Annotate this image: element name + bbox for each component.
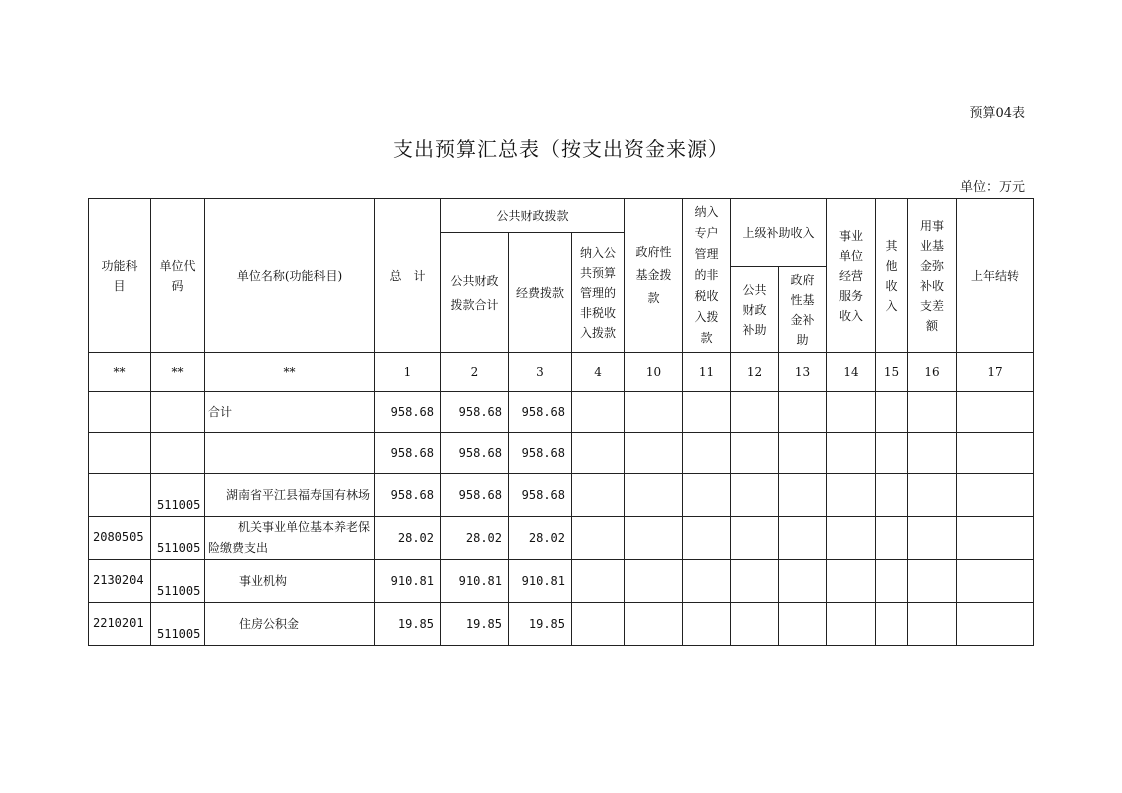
empty-cell bbox=[625, 392, 683, 433]
empty-cell bbox=[779, 560, 827, 603]
total-cell: 910.81 bbox=[375, 560, 441, 603]
pf-funds-cell: 958.68 bbox=[509, 392, 572, 433]
unit-name-cell: 事业机构 bbox=[205, 560, 375, 603]
total-cell: 958.68 bbox=[375, 392, 441, 433]
empty-cell bbox=[908, 474, 957, 517]
empty-cell bbox=[731, 433, 779, 474]
empty-cell bbox=[625, 433, 683, 474]
empty-cell bbox=[625, 603, 683, 646]
pf-total-cell: 958.68 bbox=[441, 433, 509, 474]
index-cell: 15 bbox=[876, 353, 908, 392]
empty-cell bbox=[827, 603, 876, 646]
unit-code-cell: 511005 bbox=[151, 603, 205, 646]
unit-name-cell bbox=[205, 433, 375, 474]
empty-cell bbox=[827, 517, 876, 560]
pf-funds-cell: 28.02 bbox=[509, 517, 572, 560]
empty-cell bbox=[572, 433, 625, 474]
func-code-cell bbox=[89, 474, 151, 517]
empty-cell bbox=[683, 433, 731, 474]
pf-funds-cell: 19.85 bbox=[509, 603, 572, 646]
header-ss-gov: 政府性基金补助 bbox=[779, 267, 827, 353]
empty-cell bbox=[683, 603, 731, 646]
header-unit-code: 单位代码 bbox=[151, 199, 205, 353]
index-cell: 3 bbox=[509, 353, 572, 392]
header-ss-public: 公共财政补助 bbox=[731, 267, 779, 353]
empty-cell bbox=[957, 392, 1034, 433]
header-special-nontax: 纳入专户管理的非税收入拨款 bbox=[683, 199, 731, 353]
func-code-cell: 2210201 bbox=[89, 603, 151, 646]
header-unit-name: 单位名称(功能科目) bbox=[205, 199, 375, 353]
empty-cell bbox=[731, 603, 779, 646]
header-public-finance: 公共财政拨款 bbox=[441, 199, 625, 233]
header-pf-funds: 经费拨款 bbox=[509, 233, 572, 353]
unit-code-cell bbox=[151, 392, 205, 433]
empty-cell bbox=[908, 560, 957, 603]
table-row bbox=[89, 433, 1034, 474]
empty-cell bbox=[572, 474, 625, 517]
empty-cell bbox=[876, 474, 908, 517]
func-code-cell: 2130204 bbox=[89, 560, 151, 603]
empty-cell bbox=[683, 474, 731, 517]
unit-name-cell: 合计 bbox=[205, 392, 375, 433]
empty-cell bbox=[779, 474, 827, 517]
total-cell: 28.02 bbox=[375, 517, 441, 560]
unit-code-cell: 511005 bbox=[151, 517, 205, 560]
pf-total-cell: 28.02 bbox=[441, 517, 509, 560]
index-cell: 11 bbox=[683, 353, 731, 392]
index-cell: 4 bbox=[572, 353, 625, 392]
pf-total-cell: 19.85 bbox=[441, 603, 509, 646]
empty-cell bbox=[908, 433, 957, 474]
form-number: 预算04表 bbox=[969, 106, 1025, 121]
header-func-subject: 功能科目 bbox=[89, 199, 151, 353]
unit-code-cell: 511005 bbox=[151, 474, 205, 517]
header-prev-carryover: 上年结转 bbox=[957, 199, 1034, 353]
index-cell: 12 bbox=[731, 353, 779, 392]
empty-cell bbox=[572, 560, 625, 603]
empty-cell bbox=[876, 392, 908, 433]
empty-cell bbox=[957, 474, 1034, 517]
budget-table bbox=[88, 198, 1034, 646]
empty-cell bbox=[572, 603, 625, 646]
empty-cell bbox=[572, 392, 625, 433]
index-cell: 17 bbox=[957, 353, 1034, 392]
empty-cell bbox=[779, 392, 827, 433]
func-code-cell bbox=[89, 392, 151, 433]
index-cell: ** bbox=[89, 353, 151, 392]
pf-funds-cell: 958.68 bbox=[509, 474, 572, 517]
header-pf-nontax: 纳入公共预算管理的非税收入拨款 bbox=[572, 233, 625, 353]
pf-total-cell: 958.68 bbox=[441, 392, 509, 433]
index-cell: ** bbox=[205, 353, 375, 392]
unit-name-cell: 机关事业单位基本养老保险缴费支出 bbox=[205, 517, 375, 560]
header-fund-supplement: 用事业基金弥补收支差额 bbox=[908, 199, 957, 353]
empty-cell bbox=[731, 392, 779, 433]
pf-funds-cell: 910.81 bbox=[509, 560, 572, 603]
index-row bbox=[89, 353, 1034, 392]
empty-cell bbox=[827, 433, 876, 474]
empty-cell bbox=[957, 603, 1034, 646]
empty-cell bbox=[908, 517, 957, 560]
unit-code-cell: 511005 bbox=[151, 560, 205, 603]
unit-code-cell bbox=[151, 433, 205, 474]
table-row bbox=[89, 603, 1034, 646]
page-title: 支出预算汇总表（按支出资金来源） bbox=[393, 137, 729, 161]
unit-label: 单位：万元 bbox=[959, 180, 1025, 195]
index-cell: 14 bbox=[827, 353, 876, 392]
empty-cell bbox=[957, 433, 1034, 474]
pf-total-cell: 910.81 bbox=[441, 560, 509, 603]
empty-cell bbox=[908, 603, 957, 646]
header-pf-total: 公共财政拨款合计 bbox=[441, 233, 509, 353]
index-cell: 16 bbox=[908, 353, 957, 392]
empty-cell bbox=[827, 392, 876, 433]
index-cell: 2 bbox=[441, 353, 509, 392]
index-cell: 1 bbox=[375, 353, 441, 392]
header-inst-operation: 事业单位经营服务收入 bbox=[827, 199, 876, 353]
empty-cell bbox=[683, 517, 731, 560]
table-row bbox=[89, 392, 1034, 433]
empty-cell bbox=[876, 560, 908, 603]
empty-cell bbox=[572, 517, 625, 560]
unit-name-cell: 住房公积金 bbox=[205, 603, 375, 646]
total-cell: 958.68 bbox=[375, 433, 441, 474]
header-superior-subsidy: 上级补助收入 bbox=[731, 199, 827, 267]
empty-cell bbox=[876, 433, 908, 474]
func-code-cell: 2080505 bbox=[89, 517, 151, 560]
empty-cell bbox=[908, 392, 957, 433]
empty-cell bbox=[779, 433, 827, 474]
table-row bbox=[89, 560, 1034, 603]
empty-cell bbox=[731, 517, 779, 560]
empty-cell bbox=[731, 560, 779, 603]
table-row bbox=[89, 517, 1034, 560]
empty-cell bbox=[625, 474, 683, 517]
empty-cell bbox=[625, 560, 683, 603]
index-cell: 13 bbox=[779, 353, 827, 392]
func-code-cell bbox=[89, 433, 151, 474]
index-cell: ** bbox=[151, 353, 205, 392]
empty-cell bbox=[683, 560, 731, 603]
header-total: 总 计 bbox=[375, 199, 441, 353]
total-cell: 19.85 bbox=[375, 603, 441, 646]
header-gov-fund: 政府性基金拨款 bbox=[625, 199, 683, 353]
empty-cell bbox=[779, 603, 827, 646]
empty-cell bbox=[957, 517, 1034, 560]
unit-name-cell: 湖南省平江县福寿国有林场 bbox=[205, 474, 375, 517]
empty-cell bbox=[876, 517, 908, 560]
empty-cell bbox=[876, 603, 908, 646]
empty-cell bbox=[827, 474, 876, 517]
pf-funds-cell: 958.68 bbox=[509, 433, 572, 474]
header-other-income: 其他收入 bbox=[876, 199, 908, 353]
empty-cell bbox=[779, 517, 827, 560]
index-cell: 10 bbox=[625, 353, 683, 392]
empty-cell bbox=[683, 392, 731, 433]
total-cell: 958.68 bbox=[375, 474, 441, 517]
table-row bbox=[89, 474, 1034, 517]
empty-cell bbox=[625, 517, 683, 560]
pf-total-cell: 958.68 bbox=[441, 474, 509, 517]
empty-cell bbox=[731, 474, 779, 517]
empty-cell bbox=[827, 560, 876, 603]
empty-cell bbox=[957, 560, 1034, 603]
